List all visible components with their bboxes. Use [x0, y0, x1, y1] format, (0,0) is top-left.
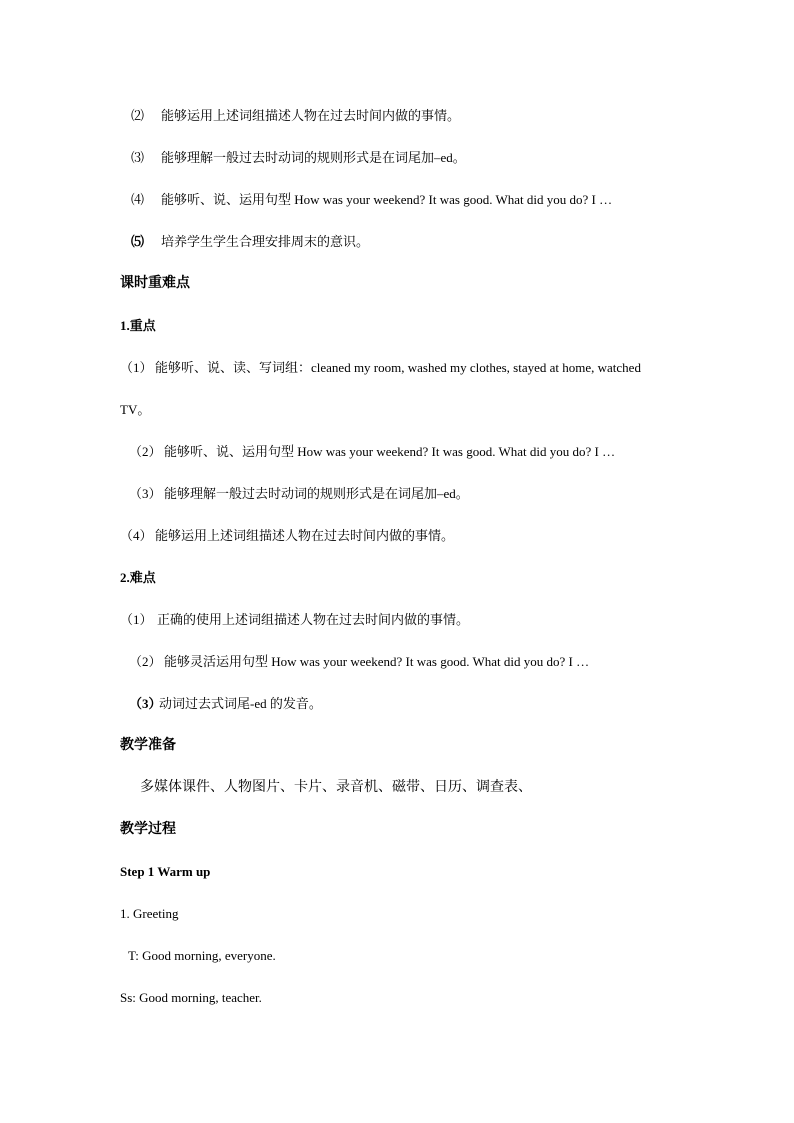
process-heading: 教学过程 [120, 822, 176, 837]
objective-item [131, 107, 460, 125]
difficult-point-item [120, 611, 469, 629]
difficult-point-text: 能够灵活运用句型 How was your weekend? It was good. What did you do? I … [164, 654, 590, 669]
difficult-point-number: （1） [120, 612, 153, 627]
objective-text: 培养学生学生合理安排周末的意识。 [161, 234, 370, 249]
key-point-text: 能够理解一般过去时动词的规则形式是在词尾加–ed。 [164, 486, 469, 501]
objective-number: ⑷ [131, 192, 145, 207]
difficult-point-text: 正确的使用上述词组描述人物在过去时间内做的事情。 [157, 612, 470, 627]
difficult-point-item [129, 653, 589, 671]
greeting-item: 1. Greeting [120, 906, 179, 921]
key-point-text: 能够运用上述词组描述人物在过去时间内做的事情。 [155, 528, 455, 543]
objective-number: ⑸ [131, 234, 145, 249]
key-point-number: （4） [120, 528, 153, 543]
preparation-text: 多媒体课件、人物图片、卡片、录音机、磁带、日历、调查表、 [140, 780, 532, 795]
difficult-point-number: （2） [129, 654, 162, 669]
preparation-heading: 教学准备 [120, 738, 176, 753]
difficult-point-text: 动词过去式词尾-ed 的发音。 [159, 696, 322, 711]
difficult-points-heading: 2.难点 [120, 570, 156, 585]
objective-text: 能够运用上述词组描述人物在过去时间内做的事情。 [161, 108, 461, 123]
step-heading: Step 1 Warm up [120, 864, 211, 879]
objective-item [131, 233, 369, 251]
objective-number: ⑶ [131, 150, 145, 165]
key-point-continuation: TV。 [120, 402, 151, 417]
dialogue-line-students: Ss: Good morning, teacher. [120, 990, 262, 1005]
difficult-point-number: （3） [129, 696, 162, 711]
key-difficult-heading: 课时重难点 [120, 276, 190, 291]
key-point-item [120, 359, 641, 377]
objective-text: 能够理解一般过去时动词的规则形式是在词尾加–ed。 [161, 150, 466, 165]
key-point-text: 能够听、说、运用句型 How was your weekend? It was good. What did you do? I … [164, 444, 616, 459]
objective-item [131, 149, 466, 167]
difficult-point-item [129, 695, 322, 713]
key-point-number: （2） [129, 444, 162, 459]
objective-text: 能够听、说、运用句型 How was your weekend? It was good. What did you do? I … [161, 192, 613, 207]
objective-number: ⑵ [131, 108, 145, 123]
key-point-item [129, 443, 615, 461]
key-point-item [129, 485, 469, 503]
key-point-item [120, 527, 454, 545]
key-point-number: （1） [120, 360, 153, 375]
key-points-heading: 1.重点 [120, 318, 156, 333]
key-point-number: （3） [129, 486, 162, 501]
key-point-text: 能够听、说、读、写词组：cleaned my room, washed my clothes, stayed at home, watched [155, 360, 641, 375]
dialogue-line-teacher: T: Good morning, everyone. [128, 948, 276, 963]
objective-item [131, 191, 612, 209]
